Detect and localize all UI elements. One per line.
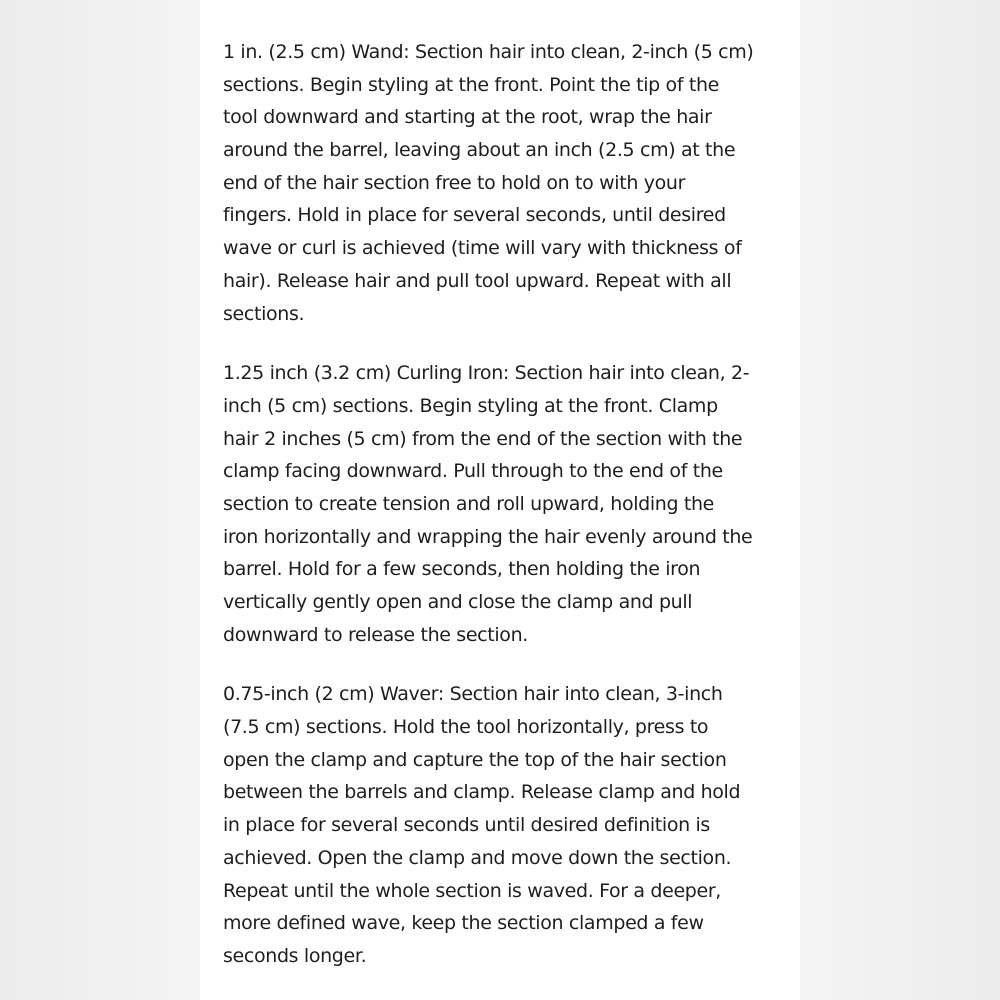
text-line: sections. bbox=[223, 302, 305, 325]
text-line: clamp facing downward. Pull through to the end of the bbox=[223, 460, 723, 483]
text-line: downward to release the section. bbox=[223, 623, 528, 646]
text-line: 0.75-inch (2 cm) Waver: Section hair into clean, 3-inch bbox=[223, 683, 723, 706]
text-line: fingers. Hold in place for several seconds, until desired bbox=[223, 204, 726, 227]
text-line: in place for several seconds until desired definition is bbox=[223, 814, 710, 837]
text-line: iron horizontally and wrapping the hair evenly around the bbox=[223, 525, 753, 548]
text-line: (7.5 cm) sections. Hold the tool horizontally, press to bbox=[223, 716, 709, 739]
text-line: section to create tension and roll upward, holding the bbox=[223, 492, 715, 515]
styling-instructions bbox=[223, 36, 783, 1000]
text-line: seconds longer. bbox=[223, 944, 367, 967]
text-line: hair). Release hair and pull tool upward. Repeat with all bbox=[223, 269, 732, 292]
text-line: Repeat until the whole section is waved. For a deeper, bbox=[223, 879, 721, 902]
text-line: more defined wave, keep the section clamped a few bbox=[223, 912, 704, 935]
document-column bbox=[200, 2, 800, 1000]
text-line: inch (5 cm) sections. Begin styling at the front. Clamp bbox=[223, 394, 718, 417]
text-line: achieved. Open the clamp and move down the section. bbox=[223, 846, 732, 869]
text-line: open the clamp and capture the top of the hair section bbox=[223, 748, 727, 771]
waver-instructions-paragraph bbox=[223, 678, 783, 972]
curling-iron-instructions-paragraph bbox=[223, 357, 783, 651]
text-line: tool downward and starting at the root, wrap the hair bbox=[223, 106, 712, 129]
text-line: wave or curl is achieved (time will vary with thickness of bbox=[223, 237, 742, 260]
wand-instructions-paragraph bbox=[223, 36, 783, 330]
text-line: 1.25 inch (3.2 cm) Curling Iron: Section hair into clean, 2- bbox=[223, 362, 750, 385]
text-line: hair 2 inches (5 cm) from the end of the section with the bbox=[223, 427, 743, 450]
text-line: around the barrel, leaving about an inch (2.5 cm) at the bbox=[223, 139, 736, 162]
text-line: 1 in. (2.5 cm) Wand: Section hair into clean, 2-inch (5 cm) bbox=[223, 41, 754, 63]
text-line: barrel. Hold for a few seconds, then holding the iron bbox=[223, 558, 701, 581]
text-line: sections. Begin styling at the front. Point the tip of the bbox=[223, 73, 719, 96]
text-line: vertically gently open and close the clamp and pull bbox=[223, 591, 693, 613]
text-line: end of the hair section free to hold on to with your bbox=[223, 171, 686, 194]
text-line: between the barrels and clamp. Release clamp and hold bbox=[223, 781, 741, 804]
